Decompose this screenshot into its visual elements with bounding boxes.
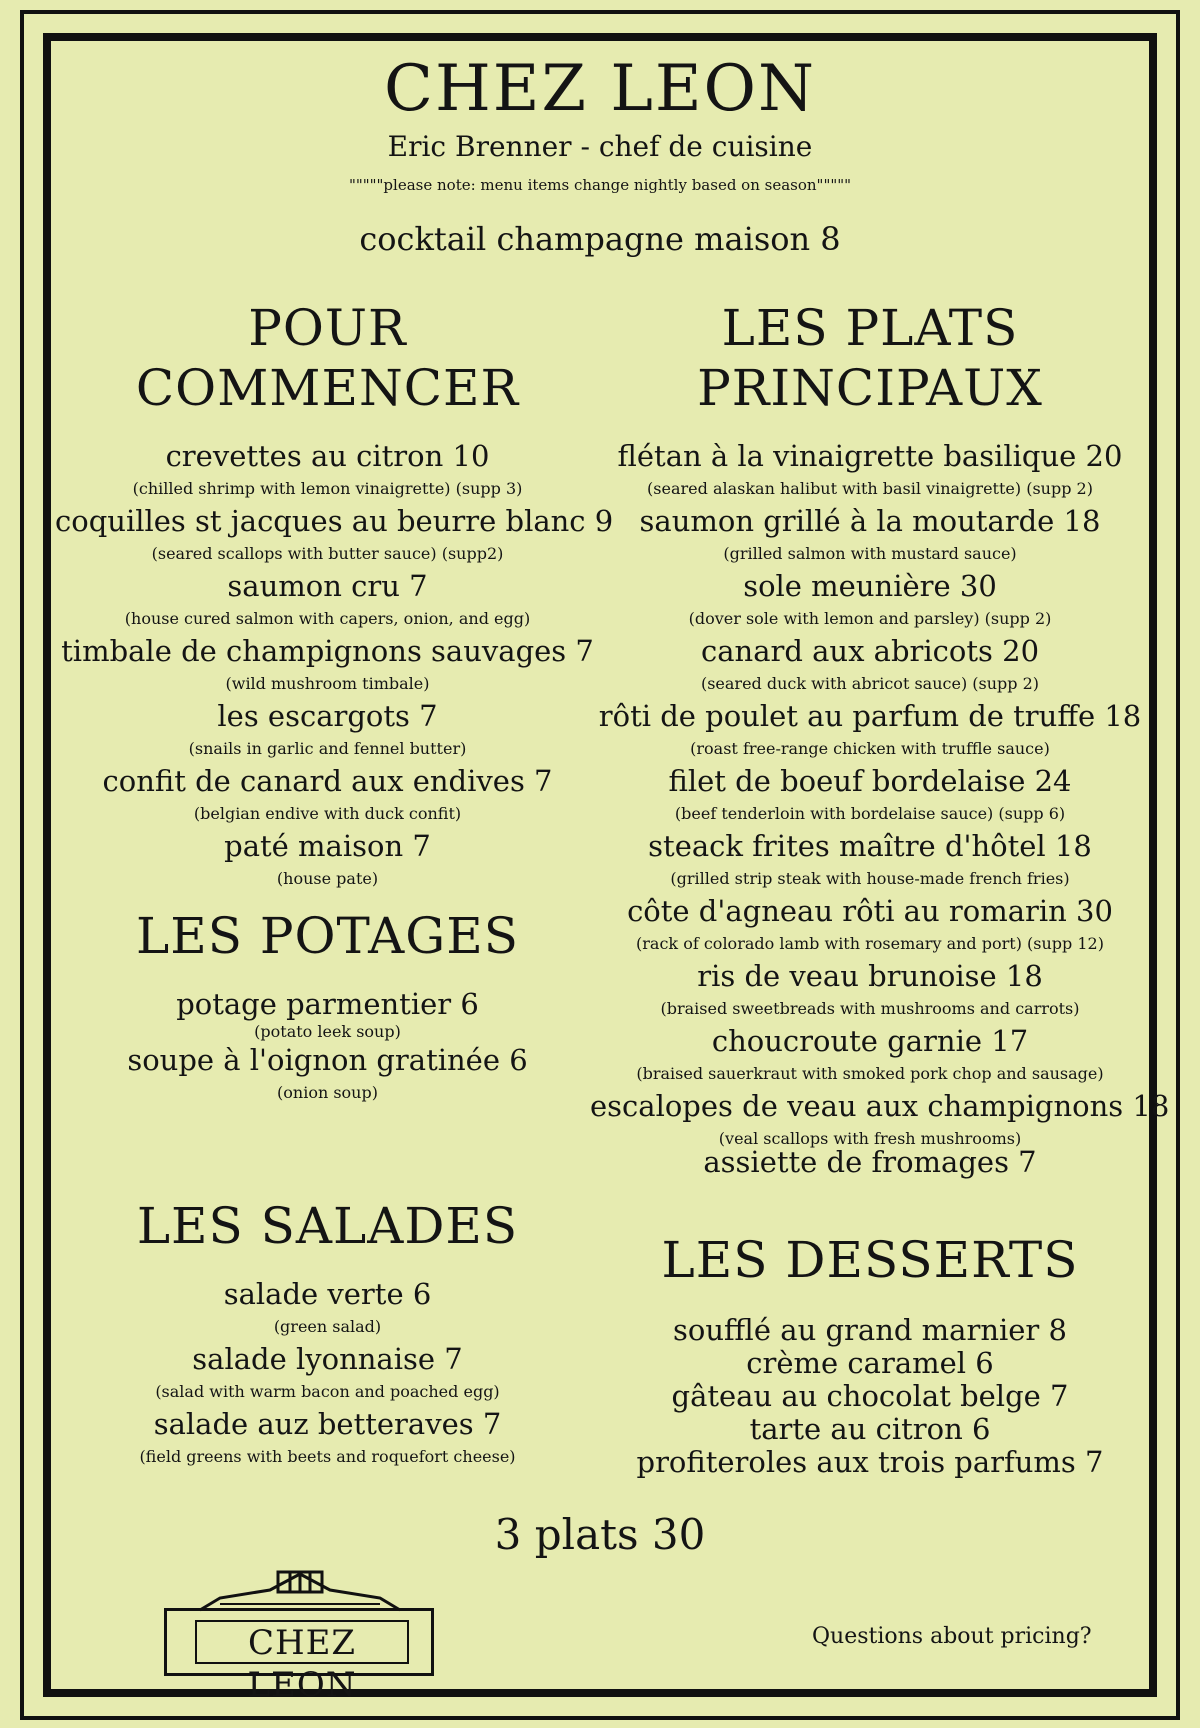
menu-item: confit de canard aux endives 7: [102, 764, 553, 798]
menu-item-desc: (dover sole with lemon and parsley) (supp 2): [688, 609, 1052, 628]
desserts-section: [590, 1230, 1150, 1479]
starters-heading: POUR COMMENCER: [135, 299, 520, 417]
menu-item-desc: (braised sweetbreads with mushrooms and carrots): [660, 999, 1080, 1018]
logo-text: CHEZ LEON: [195, 1620, 409, 1664]
dessert-item: profiteroles aux trois parfums 7: [636, 1445, 1104, 1479]
menu-item-desc: (snails in garlic and fennel butter): [188, 739, 467, 758]
menu-item: crevettes au citron 10: [165, 439, 490, 473]
menu-item: filet de boeuf bordelaise 24: [668, 764, 1072, 798]
menu-item-desc: (chilled shrimp with lemon vinaigrette) (supp 3): [132, 479, 523, 498]
menu-item-desc: (grilled salmon with mustard sauce): [723, 544, 1017, 563]
menu-item: rôti de poulet au parfum de truffe 18: [598, 699, 1142, 733]
menu-item-desc: (veal scallops with fresh mushrooms): [718, 1129, 1022, 1148]
dessert-item: crème caramel 6: [746, 1346, 994, 1380]
restaurant-logo: [160, 1568, 440, 1705]
menu-item: salade lyonnaise 7: [192, 1342, 463, 1376]
soups-heading: LES POTAGES: [136, 907, 519, 965]
menu-item-desc: (house cured salmon with capers, onion, and egg): [124, 609, 531, 628]
menu-item: ris de veau brunoise 18: [697, 959, 1043, 993]
menu-item: potage parmentier 6: [176, 987, 479, 1021]
menu-item-desc: (seared scallops with butter sauce) (supp2): [151, 544, 504, 563]
menu-item-desc: (rack of colorado lamb with rosemary and port) (supp 12): [636, 934, 1104, 953]
menu-item-desc: (braised sauerkraut with smoked pork chop and sausage): [636, 1064, 1104, 1083]
menu-item-desc: (wild mushroom timbale): [225, 674, 430, 693]
menu-item: escalopes de veau aux champignons 18: [590, 1089, 1170, 1123]
menu-item: saumon cru 7: [227, 569, 428, 603]
cheese-plate: assiette de fromages 7: [703, 1145, 1037, 1179]
menu-item-desc: (green salad): [273, 1317, 382, 1336]
mains-section: [590, 298, 1170, 1155]
menu-item-desc: (grilled strip steak with house-made french fries): [670, 869, 1070, 888]
menu-item: salade auz betteraves 7: [153, 1407, 502, 1441]
season-note: """""please note: menu items change nightly based on season""""": [348, 176, 852, 194]
menu-item-desc: (field greens with beets and roquefort cheese): [139, 1447, 516, 1466]
menu-item: steack frites maître d'hôtel 18: [648, 829, 1092, 863]
menu-item: coquilles st jacques au beurre blanc 9: [55, 504, 614, 538]
menu-item-desc: (potato leek soup): [254, 1022, 401, 1041]
menu-item: les escargots 7: [217, 699, 438, 733]
menu-item-desc: (beef tenderloin with bordelaise sauce) (supp 6): [674, 804, 1066, 823]
menu-item: sole meunière 30: [743, 569, 997, 603]
menu-item-desc: (onion soup): [277, 1083, 378, 1102]
restaurant-title: CHEZ LEON: [384, 52, 816, 126]
menu-item: timbale de champignons sauvages 7: [61, 634, 594, 668]
salads-heading: LES SALADES: [136, 1197, 519, 1255]
logo-crown-icon: [160, 1568, 440, 1612]
menu-item: canard aux abricots 20: [700, 634, 1040, 668]
cocktail-line: cocktail champagne maison 8: [359, 220, 841, 258]
starters-section: [55, 298, 614, 895]
menu-item: flétan à la vinaigrette basilique 20: [617, 439, 1123, 473]
menu-item: choucroute garnie 17: [711, 1024, 1029, 1058]
menu-item-desc: (roast free-range chicken with truffle sauce): [690, 739, 1050, 758]
prix-fixe: 3 plats 30: [494, 1510, 706, 1559]
soups-section: [55, 906, 600, 1109]
logo-box: [164, 1608, 434, 1705]
menu-item-desc: (house pate): [276, 869, 379, 888]
menu-item: côte d'agneau rôti au romarin 30: [627, 894, 1113, 928]
pricing-question: Questions about pricing?: [812, 1624, 1092, 1649]
menu-item: paté maison 7: [224, 829, 431, 863]
chef-line: Eric Brenner - chef de cuisine: [387, 130, 813, 163]
dessert-item: gâteau au chocolat belge 7: [671, 1379, 1069, 1413]
menu-item: salade verte 6: [223, 1277, 432, 1311]
dessert-item: tarte au citron 6: [749, 1412, 991, 1446]
menu-item-desc: (salad with warm bacon and poached egg): [155, 1382, 500, 1401]
salads-section: [55, 1196, 600, 1473]
mains-heading: LES PLATS PRINCIPAUX: [697, 299, 1043, 417]
menu-item-desc: (belgian endive with duck confit): [193, 804, 462, 823]
menu-item: soupe à l'oignon gratinée 6: [127, 1043, 528, 1077]
dessert-item: soufflé au grand marnier 8: [673, 1313, 1067, 1347]
menu-item-desc: (seared alaskan halibut with basil vinaigrette) (supp 2): [647, 479, 1093, 498]
menu-item: saumon grillé à la moutarde 18: [639, 504, 1101, 538]
desserts-heading: LES DESSERTS: [661, 1231, 1079, 1289]
menu-item-desc: (seared duck with abricot sauce) (supp 2): [700, 674, 1040, 693]
